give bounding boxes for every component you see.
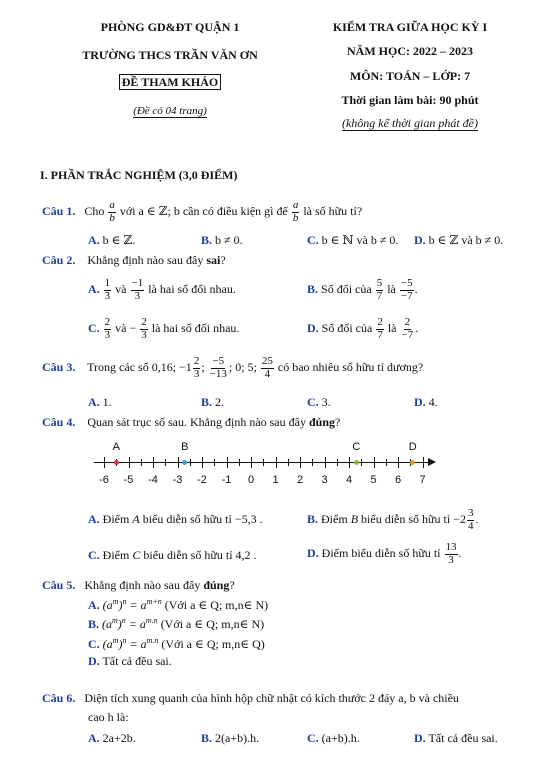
number-line-tick-label: 6 bbox=[394, 474, 402, 486]
number-line-tick-label: 4 bbox=[345, 474, 353, 486]
q4-option-b: B. Điểm B biểu diễn số hữu tỉ −2 $\frac{3}{4}$ . bbox=[307, 507, 479, 532]
number-line-point-b bbox=[182, 460, 187, 465]
q6-option-a: A. 2a+2b. bbox=[88, 731, 136, 745]
q1-option-a: A. b ∈ ℤ. bbox=[88, 233, 136, 247]
question-number: Câu 4. bbox=[42, 415, 76, 429]
number-line-axis bbox=[94, 462, 430, 463]
number-line-tick bbox=[227, 457, 228, 468]
q1-option-d: D. b ∈ ℤ và b ≠ 0. bbox=[414, 233, 504, 247]
q3-option-a: A. 1. bbox=[88, 395, 112, 409]
number-line-point-c bbox=[354, 460, 359, 465]
q3-option-d: D. 4. bbox=[414, 395, 438, 409]
question-number: Câu 1. bbox=[42, 204, 76, 218]
question-5: Câu 5. Khẳng định nào sau đây đúng? bbox=[42, 578, 235, 592]
number-line-tick-label: 2 bbox=[296, 474, 304, 486]
number-line-minor-tick bbox=[165, 459, 166, 466]
question-number: Câu 2. bbox=[42, 253, 76, 267]
number-line-tick-label: -4 bbox=[148, 474, 158, 486]
number-line-tick-label: 0 bbox=[247, 474, 255, 486]
q4-option-d: D. Điểm biểu diễn số hữu tỉ $\frac{13}{3}$ . bbox=[307, 541, 462, 566]
q5-option-a: A. $(a^m)^n = a^{m+n}$ (Với a ∈ Q; m,n∈ N) bbox=[88, 597, 269, 612]
subject-grade: MÔN: TOÁN – LỚP: 7 bbox=[349, 69, 471, 83]
exam-title: KIỂM TRA GIỮA HỌC KỲ I bbox=[332, 20, 488, 34]
number-line-tick-label: -2 bbox=[197, 474, 207, 486]
number-line-tick bbox=[325, 457, 326, 468]
number-line-tick bbox=[398, 457, 399, 468]
department-name: PHÒNG GD&ĐT QUẬN 1 bbox=[100, 20, 240, 34]
number-line-tick bbox=[423, 457, 424, 468]
number-line-tick bbox=[349, 457, 350, 468]
question-4: Câu 4. Quan sát trục số sau. Khẳng định nào sau đây đúng? bbox=[42, 415, 341, 429]
number-line-tick bbox=[276, 457, 277, 468]
question-6: Câu 6. Diện tích xung quanh của hình hộp chữ nhật có kích thước 2 đáy a, b và chiều bbox=[42, 691, 459, 705]
number-line-tick bbox=[202, 457, 203, 468]
number-line-tick bbox=[129, 457, 130, 468]
number-line-tick bbox=[374, 457, 375, 468]
reference-exam-label: ĐỀ THAM KHẢO bbox=[70, 75, 270, 90]
number-line-minor-tick bbox=[239, 459, 240, 466]
number-line-minor-tick bbox=[141, 459, 142, 466]
number-line-tick bbox=[251, 457, 252, 468]
q1-option-c: C. b ∈ ℕ và b ≠ 0. bbox=[307, 233, 399, 247]
time-note: (không kể thời gian phát đề) bbox=[341, 116, 479, 130]
q4-option-a: A. Điểm A biểu diễn số hữu tỉ −5,3 . bbox=[88, 512, 263, 526]
school-name: TRƯỜNG THCS TRẦN VĂN ƠN bbox=[82, 48, 258, 62]
number-line-minor-tick bbox=[288, 459, 289, 466]
question-number: Câu 5. bbox=[42, 578, 76, 592]
number-line-point-d bbox=[410, 460, 415, 465]
q3-option-c: C. 3. bbox=[307, 395, 331, 409]
number-line-tick-label: -5 bbox=[123, 474, 134, 486]
q2-option-c: C. $\frac{2}{3}$ và − $\frac{2}{3}$ là hai số đối nhau. bbox=[88, 316, 240, 341]
number-line-tick-label: 1 bbox=[272, 474, 279, 486]
q5-option-b: B. $(a^m)^n = a^{m.n}$ (Với a ∈ Q; m,n∈ N) bbox=[88, 616, 265, 631]
number-line-minor-tick bbox=[214, 459, 215, 466]
school-year: NĂM HỌC: 2022 – 2023 bbox=[347, 44, 473, 58]
q2-option-d: D. Số đối của $\frac{2}{7}$ là $\frac{2}{-7}$ . bbox=[307, 316, 419, 341]
number-line-tick-label: 7 bbox=[419, 474, 426, 486]
number-line-tick-label: -3 bbox=[172, 474, 183, 486]
q5-option-d: D. Tất cả đều sai. bbox=[88, 654, 172, 668]
q2-option-b: B. Số đối của $\frac{5}{7}$ là $\frac{-5}{-7}$ . bbox=[307, 277, 418, 302]
number-line-tick bbox=[104, 457, 105, 468]
q4-option-c: C. Điểm C biểu diễn số hữu tỉ 4,2 . bbox=[88, 548, 257, 562]
number-line-arrow bbox=[428, 458, 436, 466]
question-6-continued: cao h là: bbox=[88, 710, 129, 724]
number-line-point-label: B bbox=[181, 441, 189, 453]
number-line-point-label: D bbox=[408, 441, 417, 453]
q3-option-b: B. 2. bbox=[201, 395, 225, 409]
number-line-point-label: C bbox=[352, 441, 361, 453]
number-line-tick bbox=[153, 457, 154, 468]
number-line bbox=[94, 440, 440, 490]
number-line-tick-label: 5 bbox=[370, 474, 377, 486]
q6-option-d: D. Tất cả đều sai. bbox=[414, 731, 498, 745]
q1-option-b: B. b ≠ 0. bbox=[201, 233, 243, 247]
number-line-minor-tick bbox=[386, 459, 387, 466]
number-line-tick-label: -6 bbox=[99, 474, 109, 486]
question-number: Câu 6. bbox=[42, 691, 76, 705]
number-line-point-label: A bbox=[112, 441, 120, 453]
number-line-point-a bbox=[114, 460, 119, 465]
number-line-tick-label: -1 bbox=[221, 474, 232, 486]
number-line-minor-tick bbox=[312, 459, 313, 466]
question-2: Câu 2. Khẳng định nào sau đây sai? bbox=[42, 253, 226, 267]
number-line-minor-tick bbox=[337, 459, 338, 466]
q2-option-a: A. $\frac{1}{3}$ và $\frac{-1}{3}$ là hai số đối nhau. bbox=[88, 277, 236, 302]
q5-option-c: C. $(a^m)^n = a^{m.n}$ (Với a ∈ Q; m,n∈ Q) bbox=[88, 636, 265, 651]
number-line-minor-tick bbox=[263, 459, 264, 466]
number-line-tick bbox=[178, 457, 179, 468]
number-line-tick bbox=[300, 457, 301, 468]
question-3: Câu 3. Trong các số 0,16; −1 $\frac{2}{3}$ ; $\frac{-5}{-13}$ ; 0; 5; $\frac{25}{4}$ có bao nhiêu số hữu tỉ dương? bbox=[42, 355, 424, 380]
time-limit: Thời gian làm bài: 90 phút bbox=[341, 93, 479, 107]
number-line-tick-label: 3 bbox=[321, 474, 328, 486]
q6-option-b: B. 2(a+b).h. bbox=[201, 731, 260, 745]
q6-option-c: C. (a+b).h. bbox=[307, 731, 360, 745]
question-1: Câu 1. Cho $\frac{a}{b}$ với a ∈ ℤ; b cần có điều kiện gì để $\frac{a}{b}$ là số hữu tỉ? bbox=[42, 199, 363, 224]
page-count: (Đề có 04 trang) bbox=[133, 105, 207, 117]
number-line-minor-tick bbox=[190, 459, 191, 466]
section-title: I. PHẦN TRẮC NGHIỆM (3,0 ĐIỂM) bbox=[40, 168, 238, 182]
number-line-minor-tick bbox=[361, 459, 362, 466]
question-number: Câu 3. bbox=[42, 359, 76, 374]
